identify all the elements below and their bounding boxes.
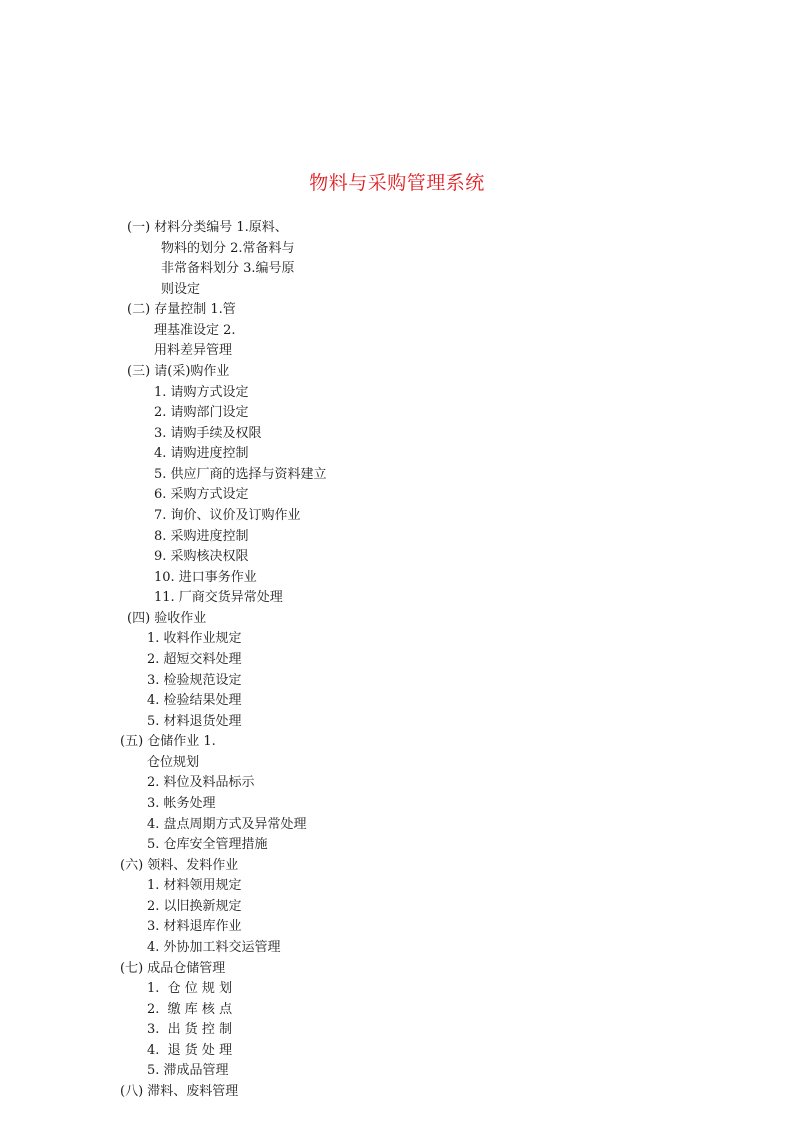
text-line: (五) 仓储作业 1. (120, 734, 216, 749)
text-line: 3. 帐务处理 (147, 796, 216, 811)
text-line: 5. 供应厂商的选择与资料建立 (154, 467, 327, 482)
text-line: 2. 超短交料处理 (147, 652, 242, 667)
text-line: 1. 请购方式设定 (154, 385, 249, 400)
text-line: (六) 领料、发料作业 (120, 858, 239, 873)
text-line: 7. 询价、议价及订购作业 (154, 508, 301, 523)
text-line: 4. 外协加工料交运管理 (147, 940, 281, 955)
text-line: 用料差异管理 (154, 343, 233, 358)
text-line: 物料的划分 2.常备料与 (161, 241, 295, 256)
text-line: (一) 材料分类编号 1.原料、 (127, 220, 288, 235)
text-line: 4. 退 货 处 理 (147, 1043, 233, 1058)
text-line: 11. 厂商交货异常处理 (154, 590, 283, 605)
text-line: (八) 滞料、废料管理 (120, 1084, 239, 1099)
text-line: 1. 材料领用规定 (147, 878, 242, 893)
text-line: 4. 盘点周期方式及异常处理 (147, 817, 307, 832)
text-line: 4. 请购进度控制 (154, 446, 249, 461)
text-line: (二) 存量控制 1.管 (127, 302, 236, 317)
text-line: 3. 出 货 控 制 (147, 1022, 233, 1037)
text-line: 1. 仓 位 规 划 (147, 981, 233, 996)
text-line: 8. 采购进度控制 (154, 529, 249, 544)
text-line: (三) 请(采)购作业 (127, 364, 230, 379)
text-line: 2. 以旧换新规定 (147, 899, 242, 914)
text-line: 4. 检验结果处理 (147, 693, 242, 708)
text-line: 则设定 (161, 282, 201, 297)
text-line: 9. 采购核决权限 (154, 549, 249, 564)
text-line: 2. 料位及料品标示 (147, 775, 255, 790)
text-line: 理基准设定 2. (154, 323, 236, 338)
text-line: (四) 验收作业 (127, 611, 207, 626)
text-line: 3. 材料退库作业 (147, 919, 242, 934)
text-line: 2. 请购部门设定 (154, 405, 249, 420)
text-line: 3. 检验规范设定 (147, 673, 242, 688)
text-line: 2. 缴 库 核 点 (147, 1002, 233, 1017)
text-line: 仓位规划 (147, 755, 200, 770)
text-line: 10. 进口事务作业 (154, 570, 257, 585)
text-line: (七) 成品仓储管理 (120, 961, 226, 976)
text-line: 5. 仓库安全管理措施 (147, 837, 268, 852)
text-line: 1. 收料作业规定 (147, 631, 242, 646)
text-line: 3. 请购手续及权限 (154, 426, 262, 441)
text-line: 5. 滞成品管理 (147, 1063, 229, 1078)
document-title: 物料与采购管理系统 (309, 172, 485, 194)
text-line: 非常备料划分 3.编号原 (161, 261, 295, 276)
text-line: 6. 采购方式设定 (154, 487, 249, 502)
text-line: 5. 材料退货处理 (147, 714, 242, 729)
